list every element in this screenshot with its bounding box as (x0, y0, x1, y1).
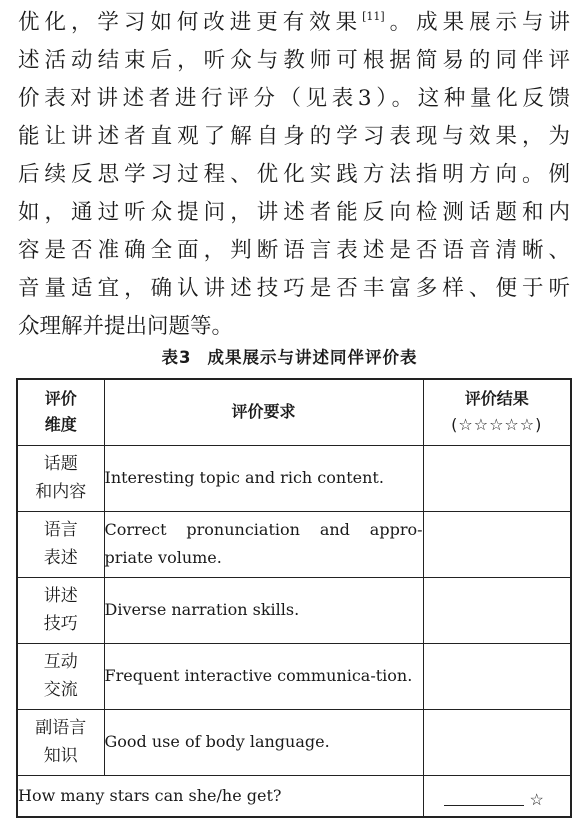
paragraph-line-tail: 。成果展示与讲 (384, 10, 570, 35)
paragraph-line: 音量适宜，确认讲述技巧是否丰富多样、便于听 (18, 276, 570, 301)
paragraph-line: 后续反思学习过程、优化实践方法指明方向。例 (18, 162, 570, 187)
dimension-line: 话题 (43, 454, 78, 474)
header-result-stars: (☆☆☆☆☆) (451, 415, 543, 435)
paragraph-line: 众理解并提出问题等。 (18, 314, 234, 339)
table-footer-row (17, 775, 571, 817)
header-dimension (17, 379, 104, 445)
star-icon: ☆ (529, 790, 544, 809)
paragraph-line: 容是否准确全面，判断语言表述是否语音清晰、 (18, 238, 570, 263)
paragraph-line: 如，通过听众提问，讲述者能反向检测话题和内 (18, 200, 570, 225)
table-caption (0, 344, 579, 368)
dimension-cell (17, 445, 104, 511)
result-cell[interactable] (423, 577, 571, 643)
footer-question: How many stars can she/he get? (17, 775, 423, 817)
dimension-cell (17, 577, 104, 643)
peer-evaluation-table (16, 378, 572, 818)
result-cell[interactable] (423, 511, 571, 577)
dimension-line: 交流 (43, 680, 78, 700)
dimension-line: 知识 (43, 746, 78, 766)
body-paragraph (18, 4, 570, 346)
header-dimension-line: 评价 (44, 389, 77, 409)
dimension-line: 表述 (43, 548, 78, 568)
table-caption-number: 表3 (161, 348, 192, 367)
header-dimension-line: 维度 (44, 415, 77, 435)
header-result-label: 评价结果 (464, 389, 529, 409)
dimension-line: 互动 (43, 652, 78, 672)
paragraph-line-text: 优化，学习如何改进更有效果 (18, 10, 363, 35)
table-row (17, 643, 571, 709)
table-row (17, 577, 571, 643)
requirement-cell: Interesting topic and rich content. (104, 445, 423, 511)
dimension-line: 副语言 (35, 718, 87, 738)
star-count-blank[interactable] (444, 805, 524, 806)
paragraph-line: 价表对讲述者进行评分（见表3）。这种量化反馈 (18, 86, 570, 111)
dimension-line: 技巧 (43, 614, 78, 634)
header-result (423, 379, 571, 445)
requirement-cell: Diverse narration skills. (104, 577, 423, 643)
paragraph-line: 能让讲述者直观了解自身的学习表现与效果，为 (18, 124, 570, 149)
table-header-row (17, 379, 571, 445)
paragraph-line: 述活动结束后，听众与教师可根据简易的同伴评 (18, 48, 570, 73)
result-cell[interactable] (423, 709, 571, 775)
dimension-cell (17, 709, 104, 775)
dimension-line: 讲述 (43, 586, 78, 606)
dimension-line: 和内容 (35, 482, 87, 502)
table-row (17, 445, 571, 511)
result-cell[interactable] (423, 445, 571, 511)
requirement-cell: Frequent interactive communica-tion. (104, 643, 423, 709)
requirement-cell: Correct pronunciation and appro-priate volume. (104, 511, 423, 577)
star-count-cell[interactable] (423, 775, 571, 817)
table-caption-title: 成果展示与讲述同伴评价表 (207, 348, 418, 367)
paragraph-line (18, 4, 570, 42)
header-requirement: 评价要求 (104, 379, 423, 445)
citation-marker: [11] (362, 10, 385, 23)
table-row (17, 709, 571, 775)
dimension-cell (17, 643, 104, 709)
requirement-cell: Good use of body language. (104, 709, 423, 775)
result-cell[interactable] (423, 643, 571, 709)
dimension-cell (17, 511, 104, 577)
dimension-line: 语言 (43, 520, 78, 540)
table-row (17, 511, 571, 577)
